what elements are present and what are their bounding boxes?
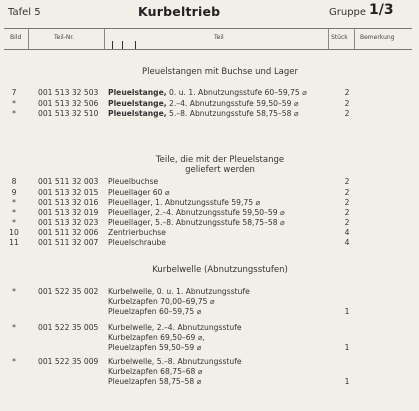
part-description: Kurbelwelle, 2.–4. Abnutzungsstufe — [108, 323, 242, 332]
row-quantity: 2 — [344, 109, 350, 118]
row-bild: * — [12, 208, 16, 217]
col-stueck: Stück — [331, 34, 348, 41]
row-bild: 8 — [11, 177, 17, 186]
section-title: Teile, die mit der Pleuelstange — [155, 155, 285, 165]
row-part-name — [108, 109, 298, 118]
row-part-number: 001 511 32 007 — [38, 238, 99, 247]
col-bemerkung: Bemerkung — [360, 34, 395, 41]
row-quantity: 4 — [344, 228, 350, 237]
plate-number: Tafel 5 — [8, 7, 41, 18]
part-description: Pleuellager, 5.–8. Abnutzungsstufe 58,75–58 ⌀ — [108, 218, 285, 227]
row-part-name — [108, 188, 169, 197]
row-quantity: 2 — [344, 88, 350, 97]
row-bild: 10 — [9, 228, 19, 237]
row-quantity: 2 — [344, 198, 350, 207]
part-name-bold: Pleuelstange, — [108, 88, 167, 97]
part-description: Pleuelbuchse — [108, 177, 159, 186]
row-part-name — [108, 177, 158, 186]
section-title: geliefert werden — [185, 165, 255, 175]
part-description: Kurbelzapfen 69,50–69 ⌀, — [108, 333, 205, 342]
row-part-name — [108, 218, 285, 227]
row-part-name — [108, 367, 202, 376]
row-part-name — [108, 343, 201, 352]
row-part-number: 001 522 35 005 — [38, 323, 99, 332]
part-name-bold: Pleuelstange, — [108, 99, 167, 108]
group-label: Gruppe — [329, 7, 367, 18]
row-quantity: 4 — [344, 238, 350, 247]
part-description: 5.–8. Abnutzungsstufe 58,75–58 ⌀ — [166, 109, 299, 118]
part-description: Pleuelzapfen 58,75–58 ⌀ — [108, 377, 202, 386]
row-part-number: 001 513 32 016 — [38, 198, 99, 207]
part-description: 0. u. 1. Abnutzungsstufe 60–59,75 ⌀ — [166, 88, 307, 97]
row-quantity: 1 — [344, 307, 350, 316]
row-quantity: 2 — [344, 208, 350, 217]
row-bild: * — [12, 287, 16, 296]
part-name-bold: Pleuelstange, — [108, 109, 167, 118]
part-description: Kurbelzapfen 68,75–68 ⌀ — [108, 367, 203, 376]
row-part-name — [108, 297, 214, 306]
row-bild: * — [12, 357, 16, 366]
row-part-name — [108, 377, 201, 386]
part-description: Pleuellager, 1. Abnutzungsstufe 59,75 ⌀ — [108, 198, 261, 207]
row-bild: * — [12, 109, 16, 118]
part-description: Pleuelzapfen 60–59,75 ⌀ — [108, 307, 202, 316]
row-part-name — [108, 228, 166, 237]
row-bild: 9 — [11, 188, 17, 197]
row-bild: 7 — [11, 88, 17, 97]
part-description: Pleuelzapfen 59,50–59 ⌀ — [108, 343, 202, 352]
part-description: Kurbelwelle, 0. u. 1. Abnutzungsstufe — [108, 287, 250, 296]
row-quantity: 2 — [344, 188, 350, 197]
row-part-number: 001 513 32 015 — [38, 188, 99, 197]
row-part-name — [108, 307, 201, 316]
section-title: Pleuelstangen mit Buchse und Lager — [141, 67, 299, 77]
column-header — [4, 28, 412, 50]
part-description: Kurbelzapfen 70,00–69,75 ⌀ — [108, 297, 215, 306]
row-part-name — [108, 357, 242, 366]
row-bild: * — [12, 99, 16, 108]
row-part-name — [108, 323, 242, 332]
section-title: Kurbelwelle (Abnutzungsstufen) — [152, 265, 288, 275]
row-quantity: 2 — [344, 218, 350, 227]
row-part-name — [108, 99, 298, 108]
col-bild: Bild — [10, 34, 22, 41]
row-part-number: 001 513 32 019 — [38, 208, 99, 217]
row-quantity: 1 — [344, 343, 350, 352]
part-description: 2.–4. Abnutzungsstufe 59,50–59 ⌀ — [166, 99, 299, 108]
row-part-number: 001 513 32 510 — [38, 109, 99, 118]
page-header — [0, 3, 419, 29]
col-teilnr: Teil-Nr. — [54, 34, 75, 41]
part-description: Pleuelschraube — [108, 238, 166, 247]
group-number: 1/3 — [369, 2, 394, 18]
part-description: Zentrierbuchse — [108, 228, 166, 237]
row-part-number: 001 513 32 506 — [38, 99, 99, 108]
page-title: Kurbeltrieb — [138, 4, 221, 19]
row-part-number: 001 522 35 002 — [38, 287, 99, 296]
row-part-name — [108, 198, 260, 207]
row-bild: 11 — [9, 238, 19, 247]
col-teil: Teil — [214, 34, 224, 41]
row-part-name — [108, 88, 307, 97]
row-part-number: 001 522 35 009 — [38, 357, 99, 366]
row-part-name — [108, 287, 250, 296]
row-part-number: 001 511 32 003 — [38, 177, 99, 186]
row-quantity: 1 — [344, 377, 350, 386]
part-description: Kurbelwelle, 5.–8. Abnutzungsstufe — [108, 357, 242, 366]
row-part-name — [108, 208, 285, 217]
row-part-name — [108, 333, 205, 342]
row-part-number: 001 513 32 023 — [38, 218, 99, 227]
row-part-number: 001 513 32 503 — [38, 88, 99, 97]
part-description: Pleuellager 60 ⌀ — [108, 188, 170, 197]
row-part-number: 001 511 32 006 — [38, 228, 99, 237]
row-bild: * — [12, 218, 16, 227]
part-description: Pleuellager, 2.–4. Abnutzungsstufe 59,50–59 ⌀ — [108, 208, 285, 217]
row-bild: * — [12, 198, 16, 207]
row-quantity: 2 — [344, 99, 350, 108]
row-quantity: 2 — [344, 177, 350, 186]
row-bild: * — [12, 323, 16, 332]
row-part-name — [108, 238, 166, 247]
